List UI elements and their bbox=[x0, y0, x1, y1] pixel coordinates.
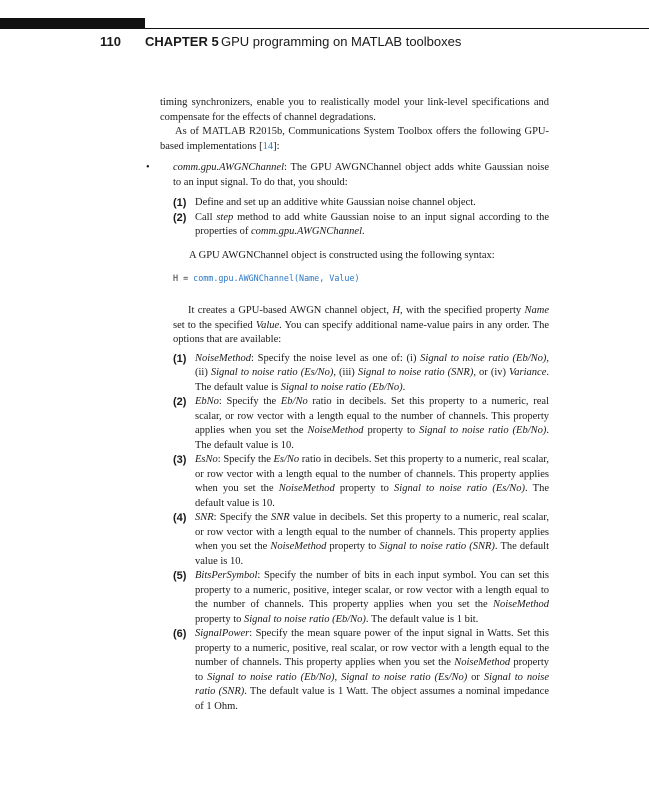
option-term: SignalPower bbox=[195, 628, 250, 639]
option-text: . The default value is 10. bbox=[195, 483, 549, 509]
option-term: Signal to noise ratio (Es/No) bbox=[394, 483, 526, 494]
running-head bbox=[0, 34, 649, 52]
reference-link[interactable]: 14 bbox=[262, 140, 274, 152]
option-term: Signal to noise ratio (Es/No) bbox=[210, 367, 334, 378]
step-text: Define and set up an additive white Gaussian noise channel object. bbox=[195, 197, 476, 208]
description-paragraph bbox=[173, 304, 549, 348]
bullet-text bbox=[173, 161, 549, 190]
option-number: (3) bbox=[173, 454, 187, 466]
desc-text: It creates a GPU-based AWGN channel object, bbox=[188, 305, 393, 316]
option-number: (1) bbox=[173, 352, 187, 365]
option-term: EsNo bbox=[195, 454, 218, 465]
desc-text: . You can specify additional name-value pairs in any order. The options that are available: bbox=[173, 319, 549, 345]
option-number: (5) bbox=[173, 570, 187, 582]
option-text: . The default value is 10. bbox=[195, 541, 549, 567]
option-term: SNR bbox=[195, 512, 214, 523]
option-text: value in decibels. Set this property to a numeric, real scalar, or row vector with a length equal to the number of channels. This property applies when you set the bbox=[195, 512, 549, 552]
option-text: . The default value is 1 Watt. The object assumes a nominal impedance of 1 Ohm. bbox=[195, 686, 549, 712]
option-item bbox=[173, 511, 549, 569]
body-text bbox=[146, 96, 550, 714]
option-term: Signal to noise ratio (SNR) bbox=[195, 671, 550, 697]
option-text: property to bbox=[195, 613, 244, 625]
option-term: Signal to noise ratio (Eb/No) bbox=[420, 352, 547, 364]
option-term: SNR bbox=[271, 512, 290, 523]
option-text: : Specify the noise level as one of: (i) bbox=[251, 352, 421, 364]
bullet-awgn-channel bbox=[146, 161, 550, 714]
option-text: : Specify the bbox=[213, 512, 272, 523]
option-item bbox=[173, 395, 549, 453]
intro-p2-text: As of MATLAB R2015b, Communications System Toolbox offers the following GPU-based implementations [ bbox=[160, 126, 549, 152]
option-term: EbNo bbox=[195, 396, 219, 407]
code-snippet bbox=[173, 272, 549, 284]
option-text: : Specify the bbox=[218, 396, 281, 407]
bullet-term: comm.gpu.AWGNChannel bbox=[173, 162, 285, 173]
option-term: BitsPerSymbol bbox=[195, 570, 258, 581]
option-text: property to bbox=[326, 541, 380, 552]
page-number: 110 bbox=[100, 34, 121, 49]
option-item bbox=[173, 453, 549, 511]
code-call: comm.gpu.AWGNChannel(Name, Value) bbox=[193, 273, 360, 283]
option-text: , (iii) bbox=[333, 367, 358, 378]
chapter-label: CHAPTER 5 bbox=[145, 34, 219, 49]
option-number: (6) bbox=[173, 628, 187, 640]
option-term: Es/No bbox=[273, 454, 300, 465]
chapter-title: GPU programming on MATLAB toolboxes bbox=[221, 34, 462, 49]
intro-paragraph-1: timing synchronizers, enable you to realistically model your link-level specifications and compensate for the effects of channel degradations. bbox=[160, 97, 549, 123]
option-item bbox=[173, 627, 549, 714]
option-text: . The default value is 10. bbox=[195, 425, 549, 451]
desc-object-var: H bbox=[392, 305, 401, 316]
step-method: step bbox=[216, 211, 234, 223]
option-text: . The default value is 1 bit. bbox=[365, 613, 479, 625]
header-rule-thick bbox=[0, 18, 145, 29]
option-text: ratio in decibels. Set this property to a numeric, real scalar, or row vector with a length equal to the number of channels. This property applies when you set the bbox=[195, 396, 549, 436]
option-term: NoiseMethod bbox=[493, 599, 549, 610]
option-term: NoiseMethod bbox=[270, 541, 327, 552]
option-item bbox=[173, 569, 549, 627]
step-number: (1) bbox=[173, 197, 187, 209]
option-term: NoiseMethod bbox=[195, 352, 251, 364]
desc-value: Value bbox=[255, 319, 280, 331]
option-text: . The default value is bbox=[195, 367, 549, 393]
option-number: (2) bbox=[173, 396, 187, 408]
option-text: , (ii) bbox=[195, 352, 549, 378]
option-text: or bbox=[467, 671, 484, 683]
step-item bbox=[173, 211, 549, 240]
option-text: property to bbox=[334, 483, 395, 494]
intro-paragraph-2 bbox=[160, 125, 549, 154]
step-class: comm.gpu.AWGNChannel bbox=[250, 226, 362, 237]
step-text: Call bbox=[195, 211, 217, 223]
options-list bbox=[173, 352, 549, 715]
option-text: : Specify the number of bits in each input symbol. You can set this property to a numeric, positive, integer scalar, or row vector with a length equal to the number of channels. This property applies when you set the bbox=[195, 570, 549, 610]
step-text-end: . bbox=[362, 226, 365, 237]
option-text: , bbox=[334, 671, 342, 683]
bullet-icon: • bbox=[146, 162, 150, 173]
option-item bbox=[173, 352, 549, 396]
step-text-cont: method to add white Gaussian noise to an input signal according to the properties of bbox=[195, 211, 550, 237]
option-term: Signal to noise ratio (Eb/No) bbox=[419, 425, 547, 436]
option-term: Signal to noise ratio (Eb/No) bbox=[244, 613, 366, 625]
header-rule-thin bbox=[145, 28, 649, 29]
syntax-intro: A GPU AWGNChannel object is constructed using the following syntax: bbox=[189, 249, 495, 261]
option-term: Signal to noise ratio (SNR) bbox=[379, 541, 495, 552]
desc-text: set to the specified bbox=[173, 319, 256, 331]
option-number: (4) bbox=[173, 512, 187, 524]
option-text: property to bbox=[195, 657, 549, 683]
steps-list bbox=[173, 196, 549, 240]
desc-text: , with the specified property bbox=[400, 305, 525, 316]
option-term: Signal to noise ratio (Eb/No) bbox=[207, 671, 335, 683]
option-term: Eb/No bbox=[280, 396, 308, 407]
option-term: Signal to noise ratio (Es/No) bbox=[341, 671, 468, 683]
step-number: (2) bbox=[173, 211, 187, 224]
option-text: ratio in decibels. Set this property to a numeric, real scalar, or row vector with a length equal to the number of channels. This property applies when you set the bbox=[195, 454, 549, 494]
option-text: : Specify the mean square power of the input signal in Watts. Set this property to a numeric, positive, real scalar, or row vector with a length equal to the number of channels. This property applies when you set the bbox=[195, 628, 549, 668]
option-term: Signal to noise ratio (Eb/No) bbox=[280, 381, 403, 393]
intro-p2-end: ]: bbox=[273, 140, 280, 152]
option-text: . bbox=[402, 381, 406, 393]
option-term: Variance bbox=[509, 367, 547, 378]
option-text: , or (iv) bbox=[473, 367, 510, 378]
step-item bbox=[173, 196, 549, 211]
code-lhs: H = bbox=[173, 273, 194, 283]
option-term: NoiseMethod bbox=[307, 425, 364, 436]
desc-name: Name bbox=[524, 305, 550, 316]
option-term: NoiseMethod bbox=[454, 657, 511, 668]
option-text: property to bbox=[363, 425, 420, 436]
option-term: NoiseMethod bbox=[278, 483, 335, 494]
option-term: Signal to noise ratio (SNR) bbox=[357, 367, 474, 378]
option-text: : Specify the bbox=[217, 454, 274, 465]
bullet-description: : The GPU AWGNChannel object adds white Gaussian noise to an input signal. To do that, you should: bbox=[173, 162, 549, 188]
